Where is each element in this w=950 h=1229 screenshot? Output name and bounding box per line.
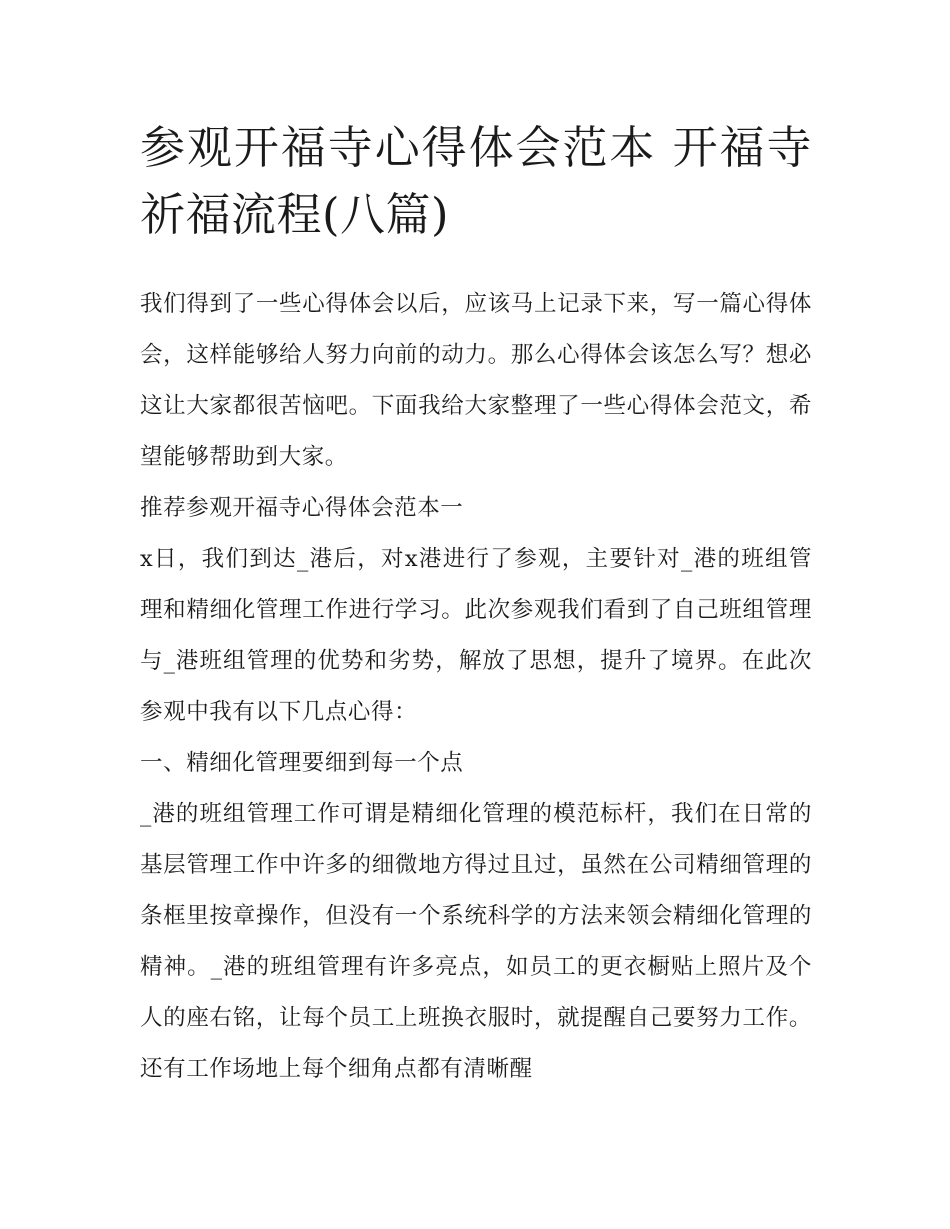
- body-paragraph: x日，我们到达_港后，对x港进行了参观，主要针对_港的班组管理和精细化管理工作进行学习。此次参观我们看到了自己班组管理与_港班组管理的优势和劣势，解放了思想，提升了境界。在此次参观中我有以下几点心得：: [140, 546, 812, 725]
- subsection-heading: 一、精细化管理要细到每一个点: [140, 750, 464, 776]
- body-paragraph: _港的班组管理工作可谓是精细化管理的模范标杆，我们在日常的基层管理工作中许多的细微地方得过且过，虽然在公司精细管理的条框里按章操作，但没有一个系统科学的方法来领会精细化管理的精神。_港的班组管理有许多亮点，如员工的更衣橱贴上照片及个人的座右铭，让每个员工上班换衣服时，就提醒自己要努力工作。还有工作场地上每个细角点都有清晰醒: [140, 801, 812, 1082]
- section-heading: 推荐参观开福寺心得体会范本一: [140, 495, 464, 521]
- document-body: [140, 279, 812, 1095]
- document-title: 参观开福寺心得体会范本 开福寺祈福流程(八篇): [140, 121, 812, 241]
- intro-paragraph: 我们得到了一些心得体会以后，应该马上记录下来，写一篇心得体会，这样能够给人努力向前的动力。那么心得体会该怎么写？想必这让大家都很苦恼吧。下面我给大家整理了一些心得体会范文，希望能够帮助到大家。: [140, 291, 812, 470]
